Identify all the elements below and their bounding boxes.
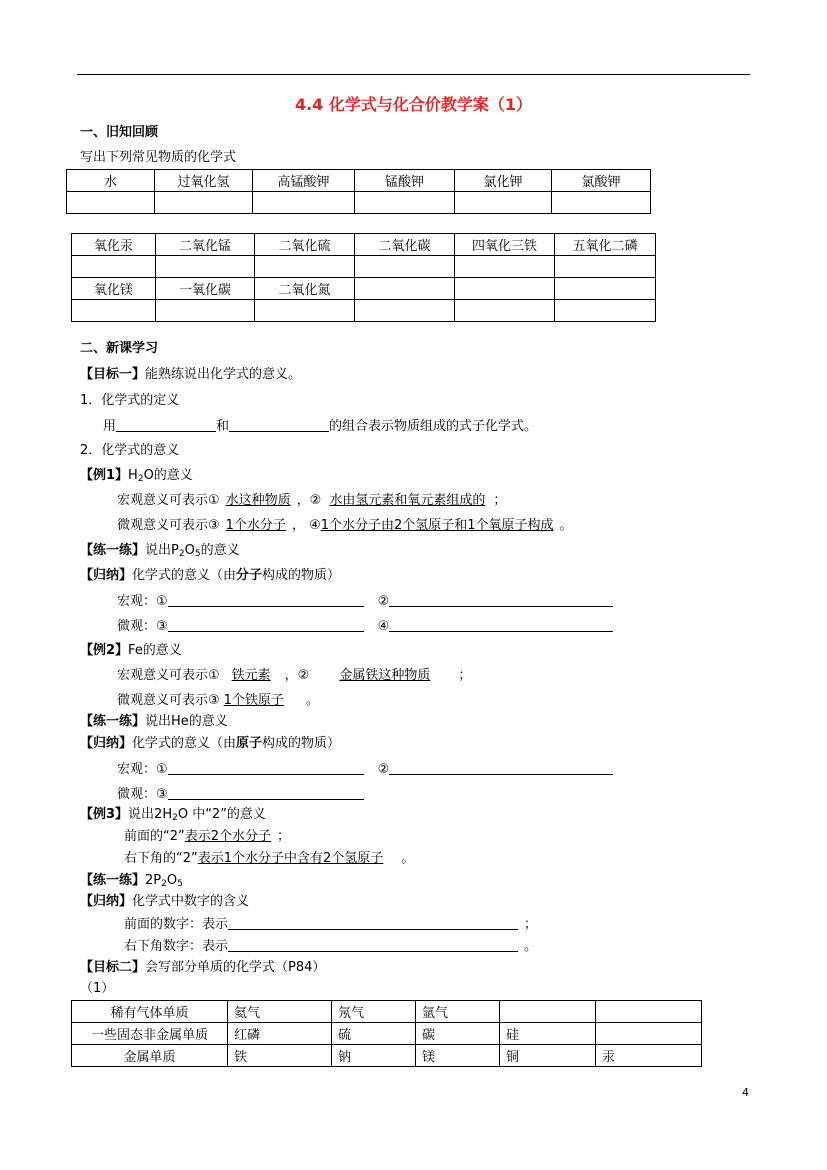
table-row — [72, 278, 656, 300]
definition-text: 和 — [216, 419, 230, 434]
front-label: 前面的“2” — [124, 829, 185, 844]
table-substances-1 — [66, 169, 651, 214]
practice1-tag: 【练一练】 — [80, 543, 146, 558]
section1-instruction: 写出下列常见物质的化学式 — [80, 150, 237, 165]
punct: 。 — [305, 693, 319, 708]
filled-answer: 1个铁原子 — [223, 693, 284, 708]
macro-label: 宏观：① — [117, 762, 168, 777]
table-cell: 氖气 — [332, 1001, 416, 1023]
answer-cell[interactable] — [255, 300, 355, 322]
macro-label: ，② — [284, 668, 310, 683]
punct: 。 — [401, 851, 415, 866]
table-cell: 一氧化碳 — [156, 278, 255, 300]
table-cell: 二氧化碳 — [355, 234, 455, 256]
practice3-tag: 【练一练】 — [80, 873, 146, 888]
punct: 。 — [559, 518, 573, 533]
table-cell: 金属单质 — [72, 1045, 228, 1067]
punct: 。 — [524, 939, 538, 954]
answer-cell[interactable] — [455, 256, 555, 278]
formula-subscript: 5 — [177, 879, 183, 889]
goal2-tag: 【目标二】 — [80, 960, 146, 975]
filled-answer: 表示1个水分子中含有2个氢原子 — [197, 851, 384, 866]
front-number-label: 前面的数字：表示 — [124, 917, 229, 932]
filled-answer: 水由氢元素和氧元素组成的 — [329, 493, 486, 508]
table-cell: 铁 — [228, 1045, 332, 1067]
table-cell: 碳 — [416, 1023, 500, 1045]
table-cell: 氩气 — [416, 1001, 500, 1023]
summary2-micro-line — [117, 785, 364, 804]
table-cell: 二氧化硫 — [255, 234, 355, 256]
summary-text: 化学式的意义（由 — [132, 568, 237, 583]
table-cell: 锰酸钾 — [355, 170, 455, 192]
answer-cell[interactable] — [552, 192, 651, 214]
example3-text: 说出2H — [128, 807, 173, 822]
answer-cell[interactable] — [555, 300, 656, 322]
formula-text: H — [128, 468, 138, 483]
table-cell: 氯酸钾 — [552, 170, 651, 192]
answer-cell[interactable] — [72, 256, 156, 278]
blank-field[interactable] — [168, 760, 364, 775]
definition-line — [103, 417, 537, 436]
summary1-micro-line — [117, 617, 613, 636]
filled-answer: 1个水分子由2个氢原子和1个氧原子构成 — [320, 518, 554, 533]
table-elements — [71, 1000, 702, 1067]
table-cell: 硫 — [332, 1023, 416, 1045]
table-row — [67, 170, 651, 192]
blank-field[interactable] — [389, 617, 613, 632]
filled-answer: 金属铁这种物质 — [339, 668, 431, 683]
answer-cell[interactable] — [455, 300, 555, 322]
punct: ； — [277, 829, 291, 844]
section2-heading: 二、新课学习 — [80, 341, 159, 356]
summary-text: 构成的物质） — [262, 736, 341, 751]
table-cell: 过氧化氢 — [155, 170, 253, 192]
definition-text: 的组合表示物质组成的式子化学式。 — [329, 419, 538, 434]
example3-front-line — [124, 828, 290, 846]
summary1-line — [80, 567, 340, 585]
table-cell: 氯化钾 — [455, 170, 552, 192]
example2-line — [80, 642, 182, 660]
formula-text: O — [143, 468, 154, 483]
goal1-text: 能熟练说出化学式的意义。 — [145, 367, 302, 382]
example2-macro-line — [117, 667, 471, 685]
table-cell: 水 — [67, 170, 155, 192]
summary-text: 化学式中数字的含义 — [132, 894, 250, 909]
table-cell — [355, 278, 455, 300]
answer-cell[interactable] — [67, 192, 155, 214]
answer-cell[interactable] — [253, 192, 355, 214]
formula-subscript: 2 — [137, 474, 144, 484]
formula-subscript: 2 — [172, 813, 178, 823]
table-cell: 高锰酸钾 — [253, 170, 355, 192]
practice-text: 说出P — [145, 543, 179, 558]
table-cell: 一些固态非金属单质 — [72, 1023, 228, 1045]
table-cell: 二氧化氮 — [255, 278, 355, 300]
example3-tag: 【例3】 — [80, 807, 129, 822]
front-number-line — [124, 915, 537, 934]
filled-answer: 表示2个水分子 — [184, 829, 272, 844]
practice2-tag: 【练一练】 — [80, 714, 146, 729]
answer-cell[interactable] — [455, 192, 552, 214]
blank-field[interactable] — [228, 937, 518, 952]
filled-answer: 1个水分子 — [225, 518, 286, 533]
table-substances-2 — [71, 233, 656, 322]
blank-field[interactable] — [168, 617, 364, 632]
circle-number: ② — [377, 594, 390, 609]
practice-text: 2P — [145, 873, 162, 888]
practice1-line — [80, 542, 240, 563]
table-cell: 四氧化三铁 — [455, 234, 555, 256]
practice-text: O — [184, 543, 195, 558]
answer-cell[interactable] — [255, 256, 355, 278]
answer-cell[interactable] — [355, 300, 455, 322]
answer-cell[interactable] — [355, 256, 455, 278]
lower-label: 右下角的“2” — [124, 851, 198, 866]
summary-keyword: 分子 — [236, 568, 263, 583]
example3-lower-line — [124, 850, 414, 868]
goal1-tag: 【目标一】 — [80, 367, 146, 382]
table-row — [72, 300, 656, 322]
table-cell — [500, 1001, 596, 1023]
filled-answer: 水这种物质 — [225, 493, 291, 508]
example3-line — [80, 806, 266, 827]
definition-text: 用 — [103, 419, 117, 434]
blank-field[interactable] — [168, 592, 364, 607]
lower-number-line — [124, 937, 537, 956]
punct: ； — [458, 668, 472, 683]
blank-field[interactable] — [228, 915, 518, 930]
practice-text: O — [166, 873, 178, 888]
goal2-text: 会写部分单质的化学式（P84） — [145, 960, 326, 975]
example2-text: Fe的意义 — [128, 643, 182, 658]
micro-label: 微观意义可表示③ — [117, 518, 220, 533]
macro-label: 宏观意义可表示① — [117, 668, 220, 683]
table-row — [72, 234, 656, 256]
example3-text: O 中“2”的意义 — [177, 807, 266, 822]
example2-micro-line — [117, 692, 319, 710]
summary-text: 构成的物质） — [262, 568, 341, 583]
answer-cell[interactable] — [156, 300, 255, 322]
example1-micro-line — [117, 517, 573, 535]
macro-label: 宏观意义可表示① — [117, 493, 220, 508]
macro-label: 宏观：① — [117, 594, 168, 609]
summary2-line — [80, 735, 340, 753]
table-cell: 硅 — [500, 1023, 596, 1045]
blank-field[interactable] — [116, 417, 216, 432]
micro-label: 微观：③ — [117, 619, 168, 634]
goal1-line — [80, 366, 301, 384]
item2-heading: 2．化学式的意义 — [80, 443, 180, 458]
table-cell: 五氧化二磷 — [555, 234, 656, 256]
table-cell — [555, 278, 656, 300]
table-row — [67, 192, 651, 214]
macro-label: ，② — [296, 493, 322, 508]
table-cell: 氦气 — [228, 1001, 332, 1023]
table-row — [72, 1023, 702, 1045]
page-title: 4.4 化学式与化合价教学案（1） — [294, 95, 533, 114]
practice3-line — [80, 872, 183, 893]
filled-answer: 铁元素 — [231, 668, 271, 683]
summary2-tag: 【归纳】 — [80, 736, 133, 751]
header-rule — [77, 74, 750, 75]
blank-field[interactable] — [389, 592, 613, 607]
page-number: 4 — [742, 1086, 749, 1099]
lower-number-label: 右下角数字：表示 — [124, 939, 229, 954]
formula-subscript: 2 — [161, 879, 167, 889]
summary3-line — [80, 893, 249, 911]
table-cell: 镁 — [416, 1045, 500, 1067]
example1-tag: 【例1】 — [80, 468, 129, 483]
practice2-line — [80, 713, 228, 731]
table-cell — [455, 278, 555, 300]
table-cell: 红磷 — [228, 1023, 332, 1045]
answer-cell[interactable] — [355, 192, 455, 214]
micro-label: 微观：③ — [117, 787, 168, 802]
table-cell: 二氧化锰 — [156, 234, 255, 256]
blank-field[interactable] — [229, 417, 329, 432]
table-cell: 稀有气体单质 — [72, 1001, 228, 1023]
goal2-line — [80, 959, 325, 977]
blank-field[interactable] — [168, 785, 364, 800]
practice-text: 说出He的意义 — [145, 714, 228, 729]
table-row — [72, 256, 656, 278]
goal2-item: （1） — [80, 981, 115, 996]
summary-text: 化学式的意义（由 — [132, 736, 237, 751]
summary-keyword: 原子 — [236, 736, 263, 751]
micro-label: 微观意义可表示③ — [117, 693, 220, 708]
summary2-macro-line — [117, 760, 613, 779]
table-cell — [596, 1001, 702, 1023]
table-cell — [596, 1023, 702, 1045]
table-cell: 钠 — [332, 1045, 416, 1067]
table-cell: 氧化汞 — [72, 234, 156, 256]
item1-heading: 1．化学式的定义 — [80, 393, 180, 408]
formula-subscript: 2 — [178, 549, 185, 559]
example1-line — [80, 467, 193, 488]
example1-macro-line — [117, 492, 506, 510]
circle-number: ④ — [377, 619, 390, 634]
section1-heading: 一、旧知回顾 — [80, 125, 159, 140]
summary3-tag: 【归纳】 — [80, 894, 133, 909]
answer-cell[interactable] — [155, 192, 253, 214]
micro-label: ， ④ — [291, 518, 321, 533]
table-cell: 铜 — [500, 1045, 596, 1067]
practice-text: 的意义 — [200, 543, 240, 558]
answer-cell[interactable] — [156, 256, 255, 278]
punct: ； — [493, 493, 507, 508]
answer-cell[interactable] — [555, 256, 656, 278]
table-cell: 汞 — [596, 1045, 702, 1067]
summary1-tag: 【归纳】 — [80, 568, 133, 583]
punct: ； — [524, 917, 538, 932]
table-row — [72, 1045, 702, 1067]
blank-field[interactable] — [389, 760, 613, 775]
formula-subscript: 5 — [194, 549, 201, 559]
summary1-macro-line — [117, 592, 613, 611]
example2-tag: 【例2】 — [80, 643, 129, 658]
table-row — [72, 1001, 702, 1023]
answer-cell[interactable] — [72, 300, 156, 322]
example1-suffix: 的意义 — [153, 468, 193, 483]
table-cell: 氧化镁 — [72, 278, 156, 300]
circle-number: ② — [377, 762, 390, 777]
